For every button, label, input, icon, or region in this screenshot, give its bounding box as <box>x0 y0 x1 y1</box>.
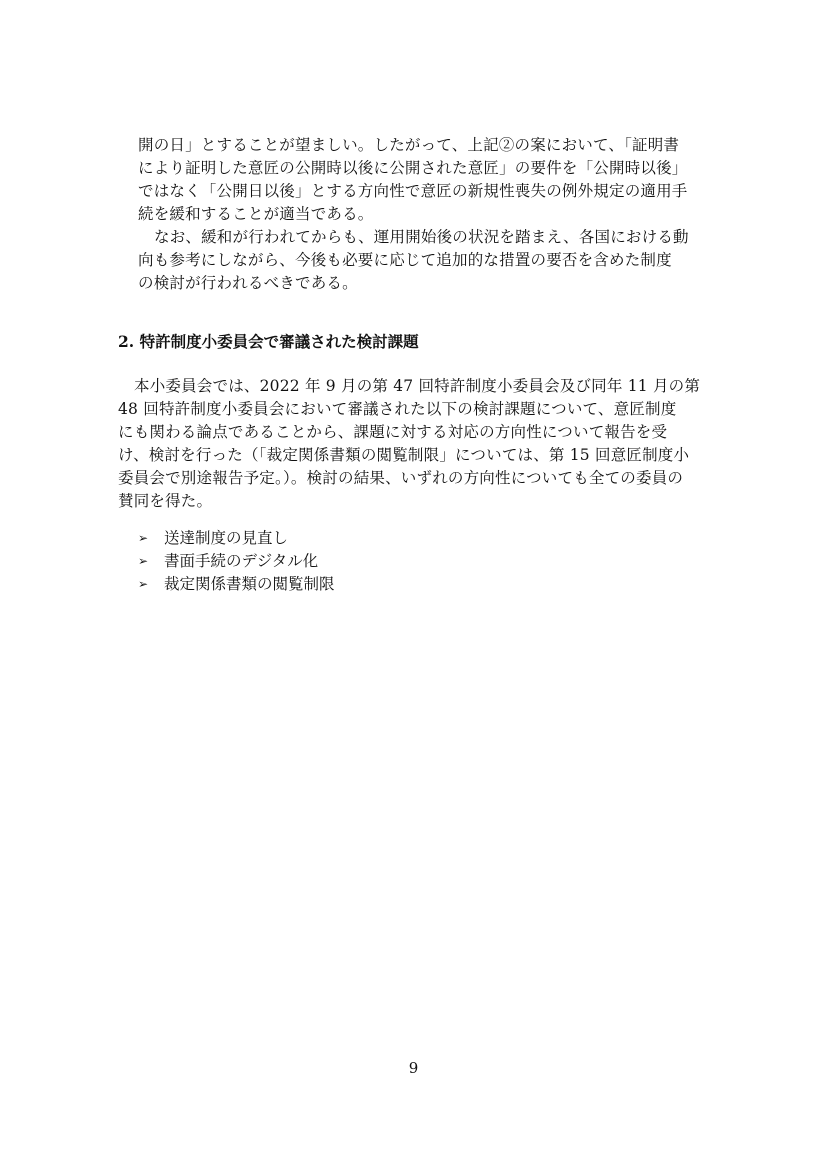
text-line: なお、緩和が行われてからも、運用開始後の状況を踏まえ、各国における動 <box>154 228 689 246</box>
text-line: 向も参考にしながら、今後も必要に応じて追加的な措置の要否を含めた制度 <box>138 251 672 269</box>
text-line: にも関わる論点であることから、課題に対する対応の方向性について報告を受 <box>118 423 668 441</box>
text-line: 開の日」とすることが望ましい。したがって、上記②の案において、「証明書 <box>138 136 680 154</box>
page-number: 9 <box>408 1059 419 1077</box>
list-item <box>138 527 288 549</box>
text-line: 続を緩和することが適当である。 <box>138 205 374 223</box>
section-heading: 2. 特許制度小委員会で審議された検討課題 <box>118 332 419 351</box>
text-line: により証明した意匠の公開時以後に公開された意匠」の要件を「公開時以後」 <box>138 159 688 177</box>
text-line: 48 回特許制度小委員会において審議された以下の検討課題について、意匠制度 <box>118 400 677 418</box>
text-line: の検討が行われるべきである。 <box>138 274 358 292</box>
list-item-label: 送達制度の見直し <box>164 529 289 547</box>
list-item <box>138 550 318 572</box>
text-line: 賛同を得た。 <box>118 492 213 510</box>
arrowhead-bullet-icon: ➢ <box>138 577 149 591</box>
text-line: ではなく「公開日以後」とする方向性で意匠の新規性喪失の例外規定の適用手 <box>138 182 688 200</box>
arrowhead-bullet-icon: ➢ <box>138 531 149 545</box>
arrowhead-bullet-icon: ➢ <box>138 554 149 568</box>
text-line: 委員会で別途報告予定。）。検討の結果、いずれの方向性についても全ての委員の <box>118 469 684 487</box>
list-item-label: 裁定関係書類の閲覧制限 <box>164 575 335 593</box>
list-item-label: 書面手続のデジタル化 <box>164 552 319 570</box>
list-item <box>138 573 335 595</box>
text-line: け、検討を行った（「裁定関係書類の閲覧制限」については、第 15 回意匠制度小 <box>118 446 690 464</box>
text-line: 本小委員会では、2022 年 9 月の第 47 回特許制度小委員会及び同年 11 月の第 <box>134 377 701 395</box>
